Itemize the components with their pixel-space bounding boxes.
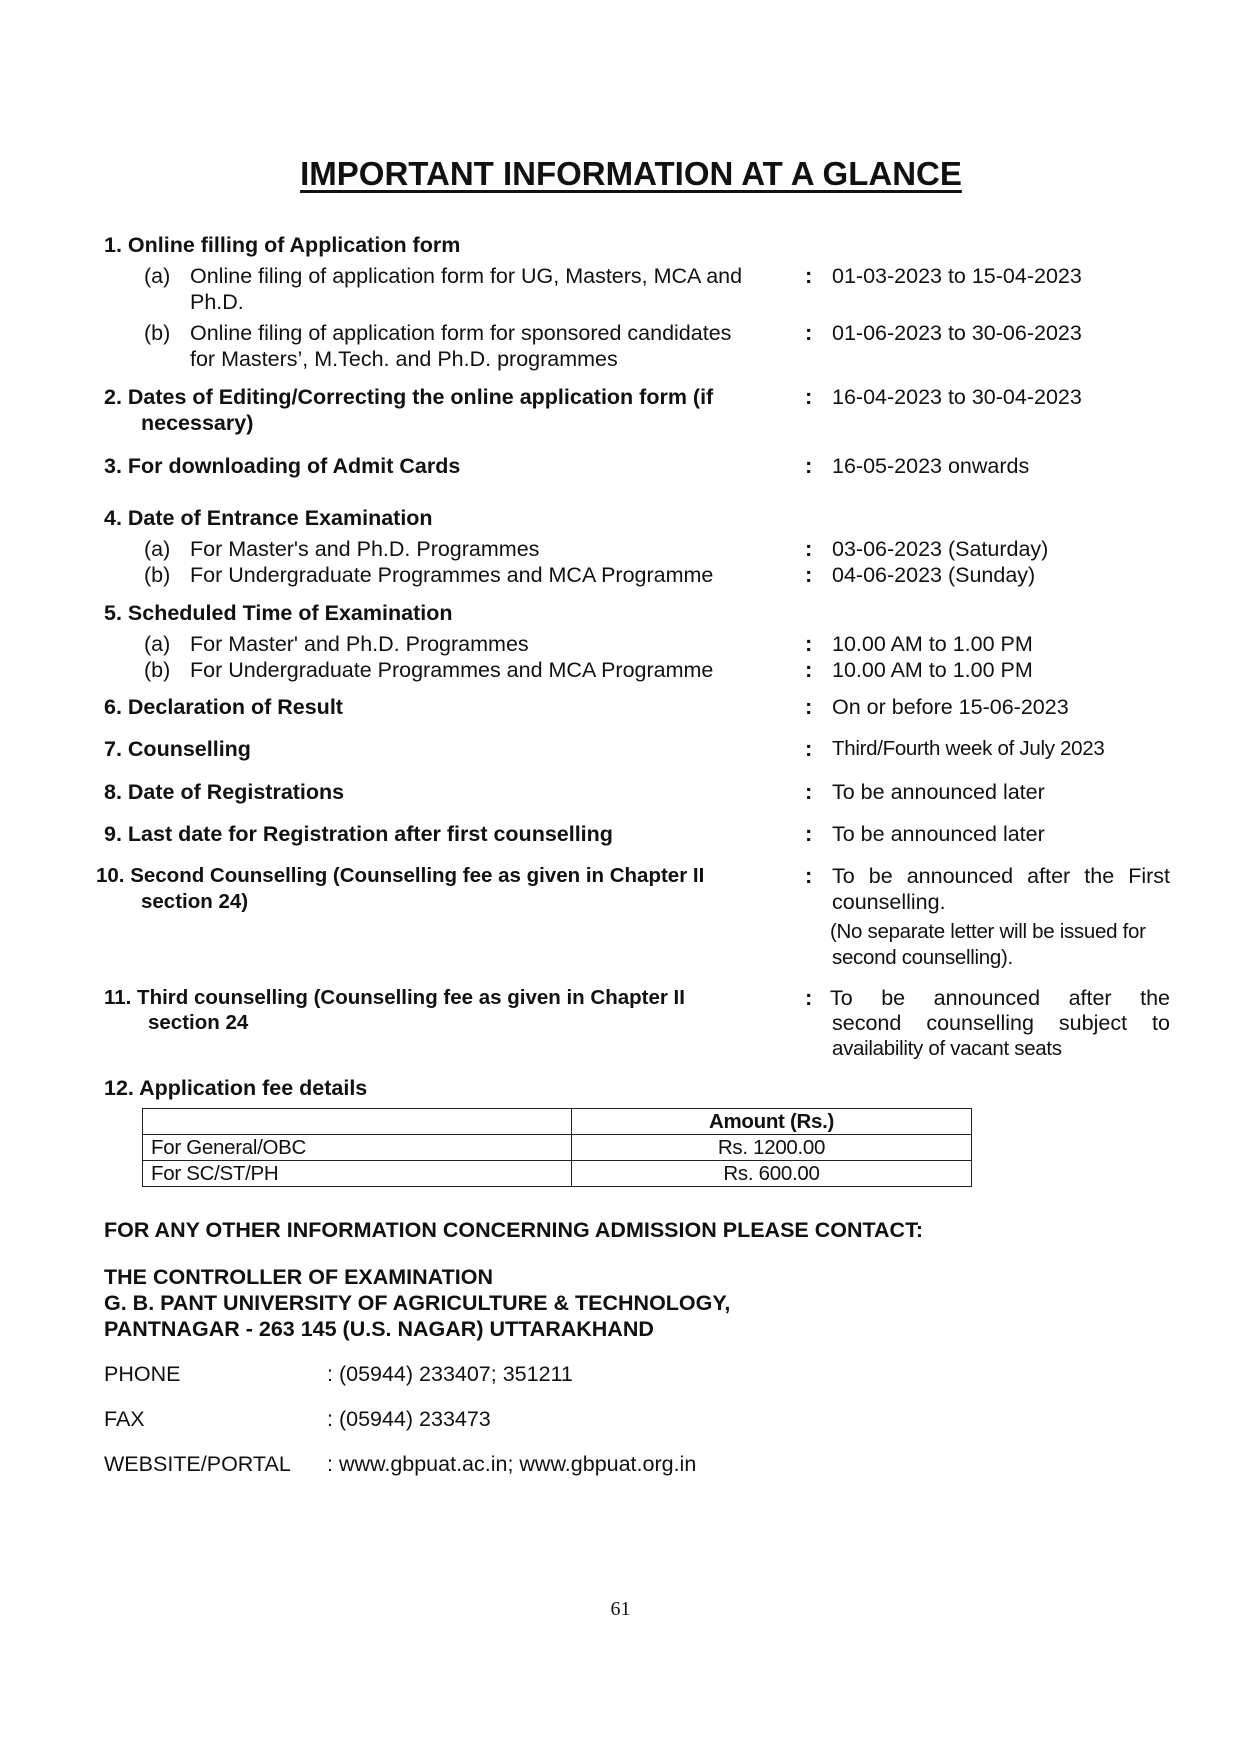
item-4b-text: For Undergraduate Programmes and MCA Programme bbox=[190, 563, 714, 587]
item-7-value: Third/Fourth week of July 2023 bbox=[832, 737, 1105, 760]
item-3-heading: 3. For downloading of Admit Cards bbox=[104, 454, 461, 478]
item-10-note-line2: second counselling). bbox=[832, 946, 1013, 969]
item-11-value-line1: To be announced after the bbox=[830, 986, 1170, 1010]
item-10-value-line2: counselling. bbox=[832, 890, 946, 914]
item-5b-marker: (b) bbox=[144, 658, 171, 682]
fee-table-header-row bbox=[143, 1109, 972, 1135]
table-row bbox=[143, 1135, 972, 1161]
item-1a-marker: (a) bbox=[144, 264, 171, 288]
item-1b-marker: (b) bbox=[144, 321, 171, 345]
fee-amount: Rs. 600.00 bbox=[572, 1161, 972, 1187]
item-10-separator: : bbox=[805, 863, 813, 888]
page-title: IMPORTANT INFORMATION AT A GLANCE bbox=[300, 155, 962, 192]
phone-value: : (05944) 233407; 351211 bbox=[327, 1362, 573, 1386]
item-5a-text: For Master' and Ph.D. Programmes bbox=[190, 632, 529, 656]
item-7-heading: 7. Counselling bbox=[104, 737, 251, 761]
website-value: : www.gbpuat.ac.in; www.gbpuat.org.in bbox=[327, 1452, 697, 1476]
item-3-value: 16-05-2023 onwards bbox=[832, 454, 1030, 478]
item-5b-value: 10.00 AM to 1.00 PM bbox=[832, 658, 1033, 682]
item-1a-text-line2: Ph.D. bbox=[190, 290, 244, 314]
item-10-value-line1: To be announced after the First bbox=[832, 864, 1170, 888]
item-1-heading: 1. Online filling of Application form bbox=[104, 233, 461, 257]
item-7-separator: : bbox=[805, 736, 813, 761]
website-label: WEBSITE/PORTAL bbox=[104, 1452, 291, 1476]
item-8-value: To be announced later bbox=[832, 780, 1045, 804]
contact-line2: G. B. PANT UNIVERSITY OF AGRICULTURE & TECHNOLOGY, bbox=[104, 1291, 731, 1315]
item-5a-separator: : bbox=[805, 631, 813, 656]
item-10-heading-line1: 10. Second Counselling (Counselling fee as given in Chapter II bbox=[96, 864, 705, 887]
item-9-heading: 9. Last date for Registration after first counselling bbox=[104, 822, 613, 846]
item-11-heading-line2: section 24 bbox=[148, 1011, 249, 1034]
page-number: 61 bbox=[610, 1598, 631, 1620]
item-9-value: To be announced later bbox=[832, 822, 1045, 846]
item-6-value: On or before 15-06-2023 bbox=[832, 695, 1069, 719]
item-3-separator: : bbox=[805, 453, 813, 478]
fax-label: FAX bbox=[104, 1407, 145, 1431]
table-row bbox=[143, 1161, 972, 1187]
fax-value: : (05944) 233473 bbox=[327, 1407, 491, 1431]
item-11-heading-line1: 11. Third counselling (Counselling fee as given in Chapter II bbox=[104, 986, 685, 1009]
item-10-note-line1: (No separate letter will be issued for bbox=[830, 920, 1146, 943]
item-1a-text-line1: Online filing of application form for UG, Masters, MCA and bbox=[190, 264, 743, 288]
item-1b-text-line2: for Masters’, M.Tech. and Ph.D. programmes bbox=[190, 347, 618, 371]
item-11-value-line3: availability of vacant seats bbox=[832, 1037, 1062, 1060]
item-1b-separator: : bbox=[805, 320, 813, 345]
fee-category: For SC/ST/PH bbox=[143, 1161, 572, 1187]
item-2-heading-line1: 2. Dates of Editing/Correcting the online application form (if bbox=[104, 385, 714, 409]
item-6-separator: : bbox=[805, 694, 813, 719]
item-12-heading: 12. Application fee details bbox=[104, 1076, 368, 1100]
item-1a-separator: : bbox=[805, 263, 813, 288]
item-4a-separator: : bbox=[805, 536, 813, 561]
item-1a-value: 01-03-2023 to 15-04-2023 bbox=[832, 264, 1082, 288]
item-10-heading-line2: section 24) bbox=[141, 890, 249, 913]
fee-table bbox=[142, 1108, 972, 1187]
item-4a-value: 03-06-2023 (Saturday) bbox=[832, 537, 1049, 561]
item-5a-value: 10.00 AM to 1.00 PM bbox=[832, 632, 1033, 656]
item-4b-separator: : bbox=[805, 562, 813, 587]
item-6-heading: 6. Declaration of Result bbox=[104, 695, 343, 719]
item-5b-separator: : bbox=[805, 657, 813, 682]
item-4b-value: 04-06-2023 (Sunday) bbox=[832, 563, 1036, 587]
item-5-heading: 5. Scheduled Time of Examination bbox=[104, 601, 453, 625]
item-11-separator: : bbox=[805, 985, 813, 1010]
fee-amount: Rs. 1200.00 bbox=[572, 1135, 972, 1161]
item-1b-value: 01-06-2023 to 30-06-2023 bbox=[832, 321, 1082, 345]
phone-label: PHONE bbox=[104, 1362, 181, 1386]
fee-header-category bbox=[143, 1109, 572, 1135]
contact-line3: PANTNAGAR - 263 145 (U.S. NAGAR) UTTARAKHAND bbox=[104, 1317, 654, 1341]
item-4a-marker: (a) bbox=[144, 537, 171, 561]
item-4b-marker: (b) bbox=[144, 563, 171, 587]
contact-intro: FOR ANY OTHER INFORMATION CONCERNING ADMISSION PLEASE CONTACT: bbox=[104, 1218, 923, 1242]
item-9-separator: : bbox=[805, 821, 813, 846]
item-4a-text: For Master's and Ph.D. Programmes bbox=[190, 537, 540, 561]
fee-category: For General/OBC bbox=[143, 1135, 572, 1161]
item-8-separator: : bbox=[805, 779, 813, 804]
fee-header-amount: Amount (Rs.) bbox=[572, 1109, 972, 1135]
item-5a-marker: (a) bbox=[144, 632, 171, 656]
item-11-value-line2: second counselling subject to bbox=[832, 1011, 1170, 1035]
item-1b-text-line1: Online filing of application form for sponsored candidates bbox=[190, 321, 732, 345]
item-8-heading: 8. Date of Registrations bbox=[104, 780, 345, 804]
contact-line1: THE CONTROLLER OF EXAMINATION bbox=[104, 1265, 493, 1289]
item-2-value: 16-04-2023 to 30-04-2023 bbox=[832, 385, 1082, 409]
item-2-heading-line2: necessary) bbox=[141, 411, 254, 435]
item-4-heading: 4. Date of Entrance Examination bbox=[104, 506, 433, 530]
item-2-separator: : bbox=[805, 384, 813, 409]
item-5b-text: For Undergraduate Programmes and MCA Programme bbox=[190, 658, 714, 682]
